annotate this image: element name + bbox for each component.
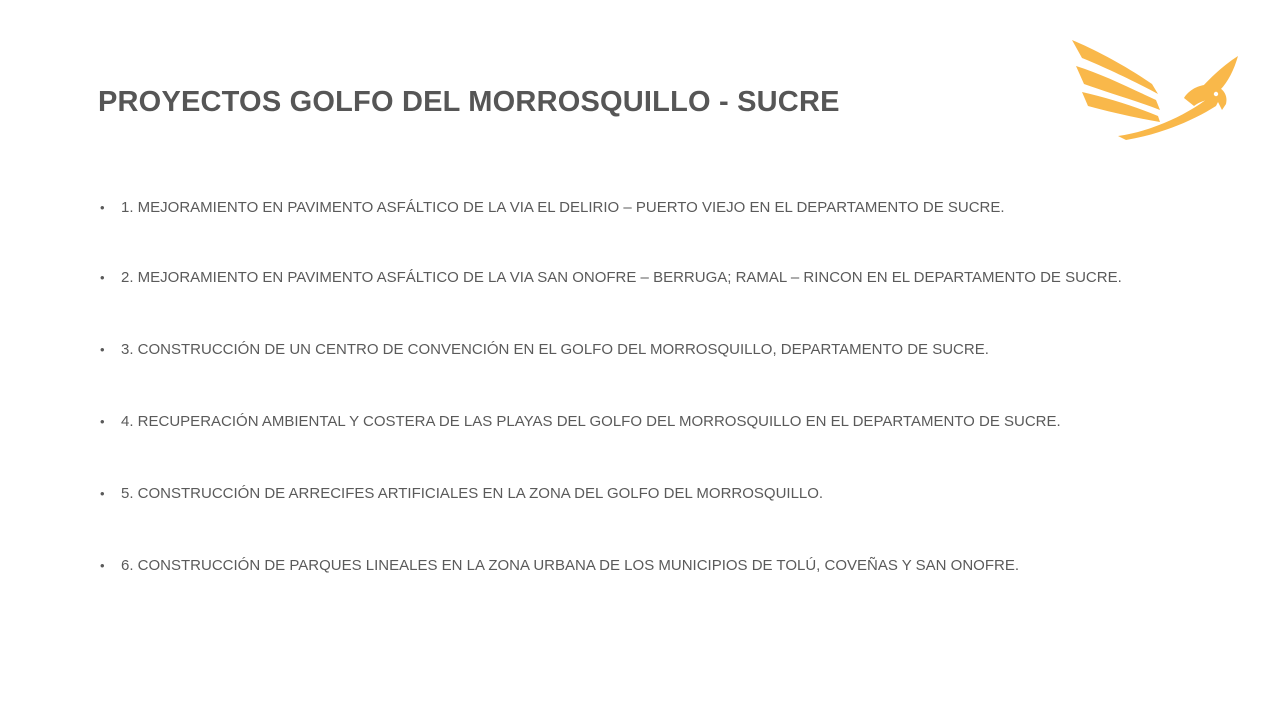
slide-title: PROYECTOS GOLFO DEL MORROSQUILLO - SUCRE [98,86,840,118]
bullet-icon: • [100,414,105,429]
list-item-text: 5. CONSTRUCCIÓN DE ARRECIFES ARTIFICIALES EN LA ZONA DEL GOLFO DEL MORROSQUILLO. [121,485,824,502]
list-item [100,482,1182,505]
bullet-icon: • [100,270,105,285]
bullet-icon: • [100,486,105,501]
bullet-icon: • [100,558,105,573]
project-list [100,196,1182,577]
bullet-icon: • [100,200,105,215]
list-item [100,554,1182,577]
list-item [100,196,1182,219]
list-item-text: 1. MEJORAMIENTO EN PAVIMENTO ASFÁLTICO DE LA VIA EL DELIRIO – PUERTO VIEJO EN EL DEPARTAMENTO DE SUCRE. [121,199,1005,216]
list-item-text: 3. CONSTRUCCIÓN DE UN CENTRO DE CONVENCIÓN EN EL GOLFO DEL MORROSQUILLO, DEPARTAMENTO DE SUCRE. [121,341,989,358]
bullet-icon: • [100,342,105,357]
list-item [100,338,1182,361]
eagle-logo-icon [1066,36,1244,144]
list-item [100,266,1182,289]
list-item-text: 4. RECUPERACIÓN AMBIENTAL Y COSTERA DE LAS PLAYAS DEL GOLFO DEL MORROSQUILLO EN EL DEPARTAMENTO DE SUCRE. [121,413,1061,430]
list-item [100,410,1182,433]
list-item-text: 6. CONSTRUCCIÓN DE PARQUES LINEALES EN LA ZONA URBANA DE LOS MUNICIPIOS DE TOLÚ, COVEÑAS Y SAN ONOFRE. [121,557,1020,574]
list-item-text: 2. MEJORAMIENTO EN PAVIMENTO ASFÁLTICO DE LA VIA SAN ONOFRE – BERRUGA; RAMAL – RINCON EN EL DEPARTAMENTO DE SUCRE. [121,269,1122,286]
